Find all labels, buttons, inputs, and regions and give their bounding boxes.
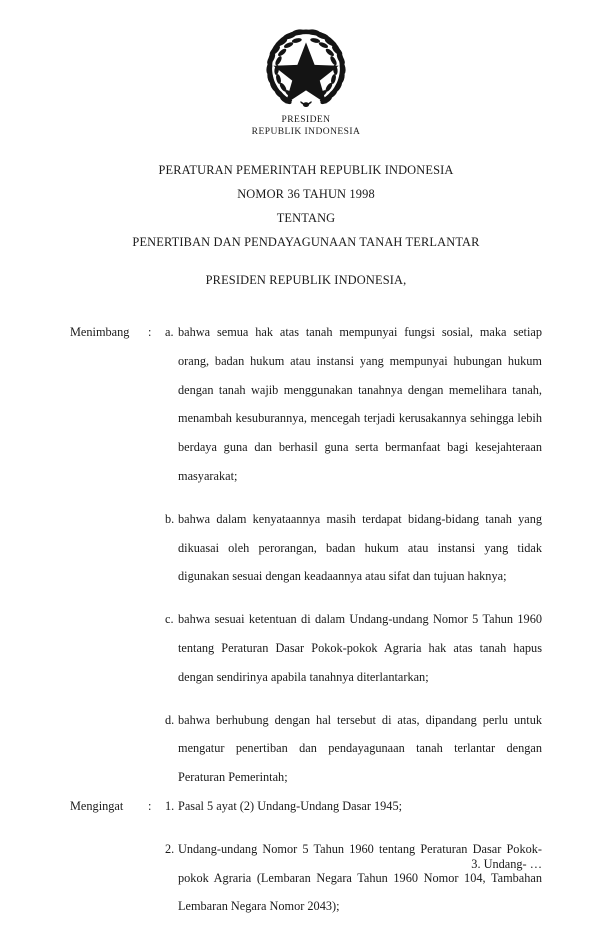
clause-text-b: bahwa dalam kenyataannya masih terdapat bidang-bidang tanah yang dikuasai oleh perorangan, badan hukum atau instansi yang tidak digunakan sesuai dengan keadaannya atau sifat dan tujuan haknya; — [178, 511, 542, 584]
clause-menimbang-c — [70, 605, 542, 691]
title-subject: PENERTIBAN DAN PENDAYAGUNAAN TANAH TERLANTAR — [132, 235, 480, 249]
clause-menimbang-a — [70, 318, 542, 491]
section-colon-mengingat: : — [148, 798, 152, 813]
president-heading: PRESIDEN REPUBLIK INDONESIA, — [205, 273, 407, 287]
clause-text-a: bahwa semua hak atas tanah mempunyai fungsi sosial, maka setiap orang, badan hukum atau instansi yang mempunyai hubungan hukum dengan tanah wajib menggunakan tanahnya dengan memelihara tanah, menambah kesuburannya, mencegah terjadi kerusakannya sehingga lebih berdaya guna dan berhasil guna serta bermanfaat bagi kesejahteraan masyarakat; — [178, 325, 542, 483]
title-regulation-type: PERATURAN PEMERINTAH REPUBLIK INDONESIA — [158, 163, 454, 177]
title-number-year: NOMOR 36 TAHUN 1998 — [237, 187, 375, 201]
emblem-block — [0, 24, 612, 138]
clause-text-d: bahwa berhubung dengan hal tersebut di atas, dipandang perlu untuk mengatur penertiban dan pendayagunaan tanah terlantar dengan Peraturan Pemerintah; — [178, 712, 542, 785]
section-colon-menimbang: : — [148, 325, 152, 339]
clause-text-c: bahwa sesuai ketentuan di dalam Undang-undang Nomor 5 Tahun 1960 tentang Peraturan Dasar Pokok-pokok Agraria hak atas tanah hapus dengan sendirinya apabila tanahnya diterlantarkan; — [178, 612, 542, 684]
clause-text-1: Pasal 5 ayat (2) Undang-Undang Dasar 1945; — [178, 798, 403, 813]
section-menimbang — [70, 318, 542, 792]
emblem-caption — [0, 115, 612, 138]
emblem-caption-line1: PRESIDEN — [281, 115, 331, 125]
document-title-block — [0, 158, 612, 254]
clause-mengingat-1 — [70, 792, 542, 821]
page-catchword: 3. Undang- … — [471, 857, 542, 871]
clause-menimbang-d — [70, 706, 542, 792]
document-body — [70, 318, 542, 921]
title-about-label: TENTANG — [276, 211, 336, 225]
clause-marker-1: 1. — [165, 798, 175, 813]
clause-marker-b: b. — [165, 511, 175, 526]
clause-marker-2: 2. — [165, 841, 175, 856]
clause-marker-d: d. — [165, 712, 175, 727]
clause-menimbang-b — [70, 505, 542, 591]
clause-marker-c: c. — [165, 612, 174, 627]
clause-mengingat-2 — [70, 835, 542, 921]
emblem-caption-line2: REPUBLIK INDONESIA — [251, 126, 361, 137]
clause-marker-a: a. — [165, 325, 174, 339]
section-label-mengingat: Mengingat — [70, 798, 124, 813]
section-label-menimbang: Menimbang — [70, 325, 130, 339]
indonesian-presidential-seal-icon — [260, 24, 352, 112]
clause-text-2: Undang-undang Nomor 5 Tahun 1960 tentang Peraturan Dasar Pokok-pokok Agraria (Lembaran Negara Tahun 1960 Nomor 104, Tambahan Lembaran Negara Nomor 2043); — [178, 841, 542, 914]
